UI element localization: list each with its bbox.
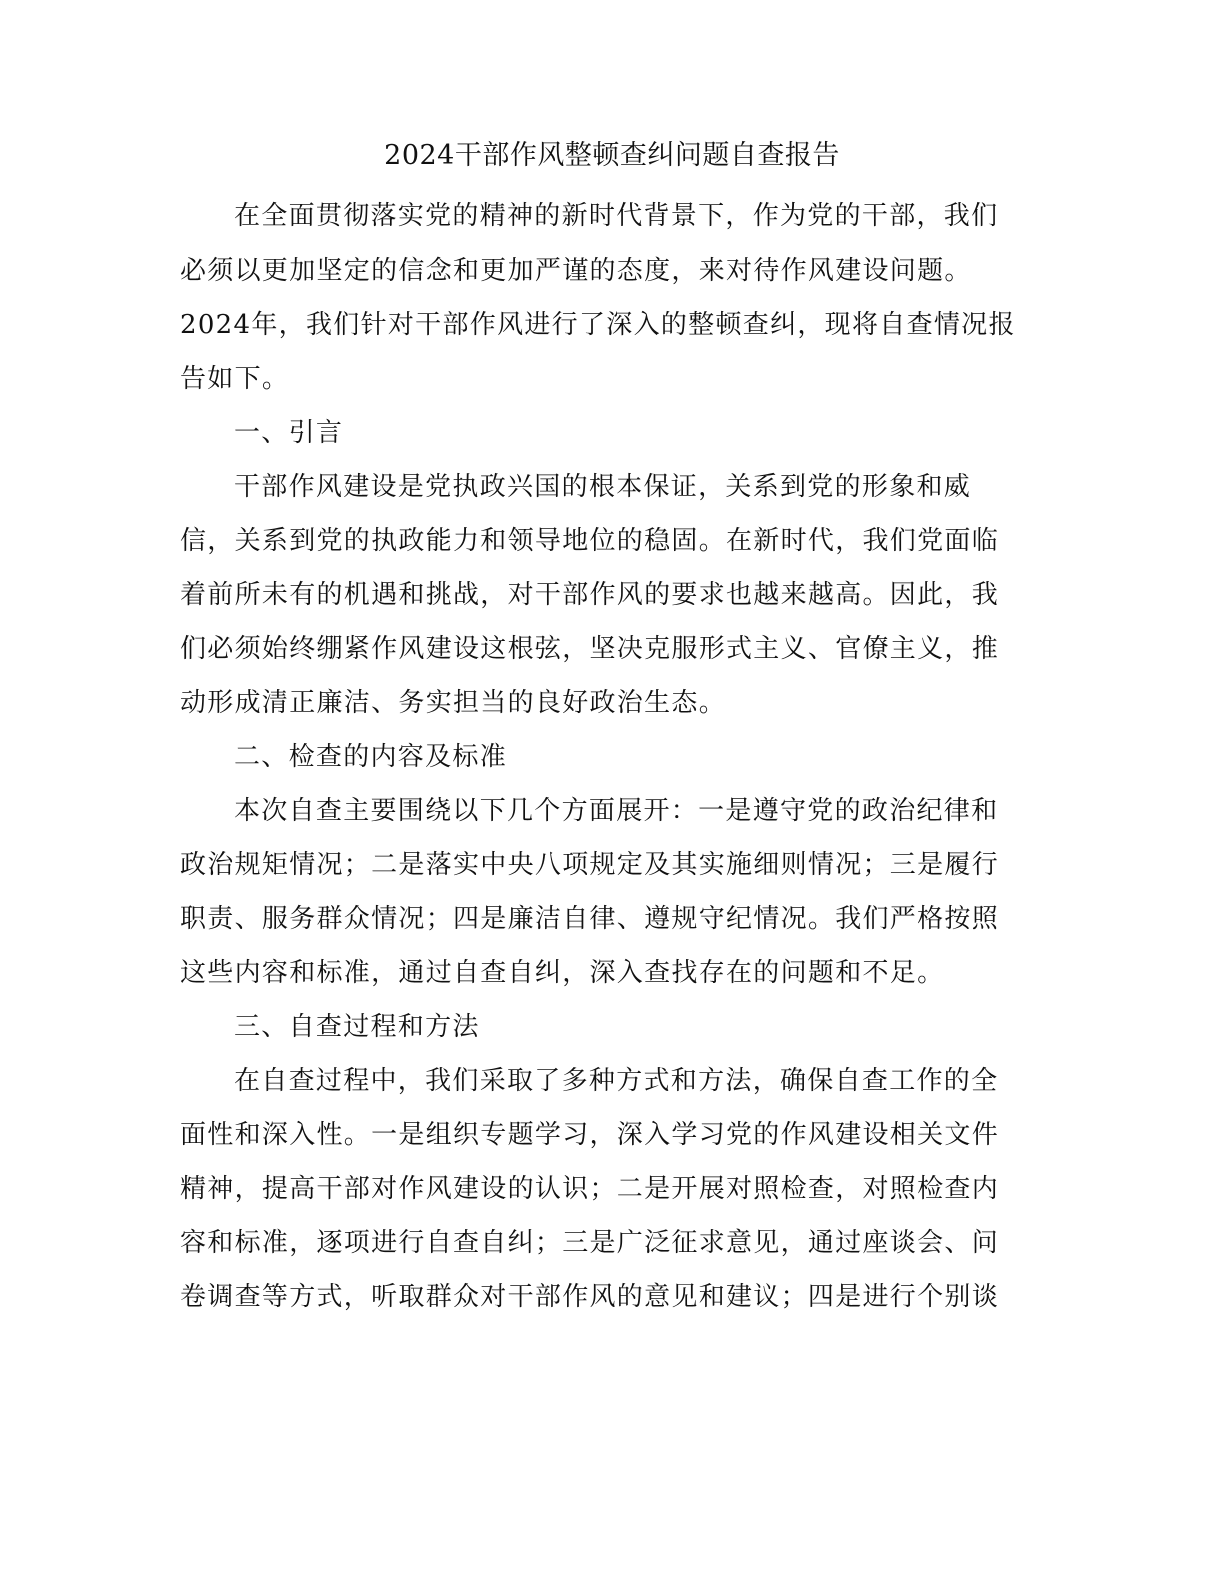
paragraph-section2-line-4: 这些内容和标准，通过自查自纠，深入查找存在的问题和不足。: [180, 958, 945, 988]
paragraph-section3-line-3: 精神，提高干部对作风建设的认识；二是开展对照检查，对照检查内: [180, 1174, 1000, 1204]
paragraph-section1-line-5: 动形成清正廉洁、务实担当的良好政治生态。: [180, 688, 727, 718]
paragraph-section3-line-5: 卷调查等方式，听取群众对干部作风的意见和建议；四是进行个别谈: [180, 1282, 1000, 1312]
paragraph-section3-line-4: 容和标准，逐项进行自查自纠；三是广泛征求意见，通过座谈会、问: [180, 1228, 1000, 1258]
paragraph-intro-line-1: 在全面贯彻落实党的精神的新时代背景下，作为党的干部，我们: [234, 201, 999, 231]
section-heading-2: 二、检查的内容及标准: [234, 742, 508, 772]
paragraph-section1-line-4: 们必须始终绷紧作风建设这根弦，坚决克服形式主义、官僚主义，推: [180, 634, 1000, 664]
paragraph-section1-line-3: 着前所未有的机遇和挑战，对干部作风的要求也越来越高。因此，我: [180, 580, 1000, 610]
paragraph-section3-line-1: 在自查过程中，我们采取了多种方式和方法，确保自查工作的全: [234, 1066, 999, 1096]
paragraph-section2-line-3: 职责、服务群众情况；四是廉洁自律、遵规守纪情况。我们严格按照: [180, 904, 1000, 934]
paragraph-intro-line-4: 告如下。: [180, 364, 290, 394]
paragraph-section1-line-1: 干部作风建设是党执政兴国的根本保证，关系到党的形象和威: [234, 472, 972, 502]
document-title: 2024干部作风整顿查纠问题自查报告: [384, 140, 840, 171]
section-heading-1: 一、引言: [234, 418, 344, 448]
paragraph-section2-line-2: 政治规矩情况；二是落实中央八项规定及其实施细则情况；三是履行: [180, 850, 1000, 880]
paragraph-section1-line-2: 信，关系到党的执政能力和领导地位的稳固。在新时代，我们党面临: [180, 526, 1000, 556]
paragraph-section3-line-2: 面性和深入性。一是组织专题学习，深入学习党的作风建设相关文件: [180, 1120, 1000, 1150]
section-heading-3: 三、自查过程和方法: [234, 1012, 480, 1042]
paragraph-section2-line-1: 本次自查主要围绕以下几个方面展开：一是遵守党的政治纪律和: [234, 796, 999, 826]
paragraph-intro-line-3: 2024年，我们针对干部作风进行了深入的整顿查纠，现将自查情况报: [180, 310, 1016, 340]
paragraph-intro-line-2: 必须以更加坚定的信念和更加严谨的态度，来对待作风建设问题。: [180, 256, 972, 286]
